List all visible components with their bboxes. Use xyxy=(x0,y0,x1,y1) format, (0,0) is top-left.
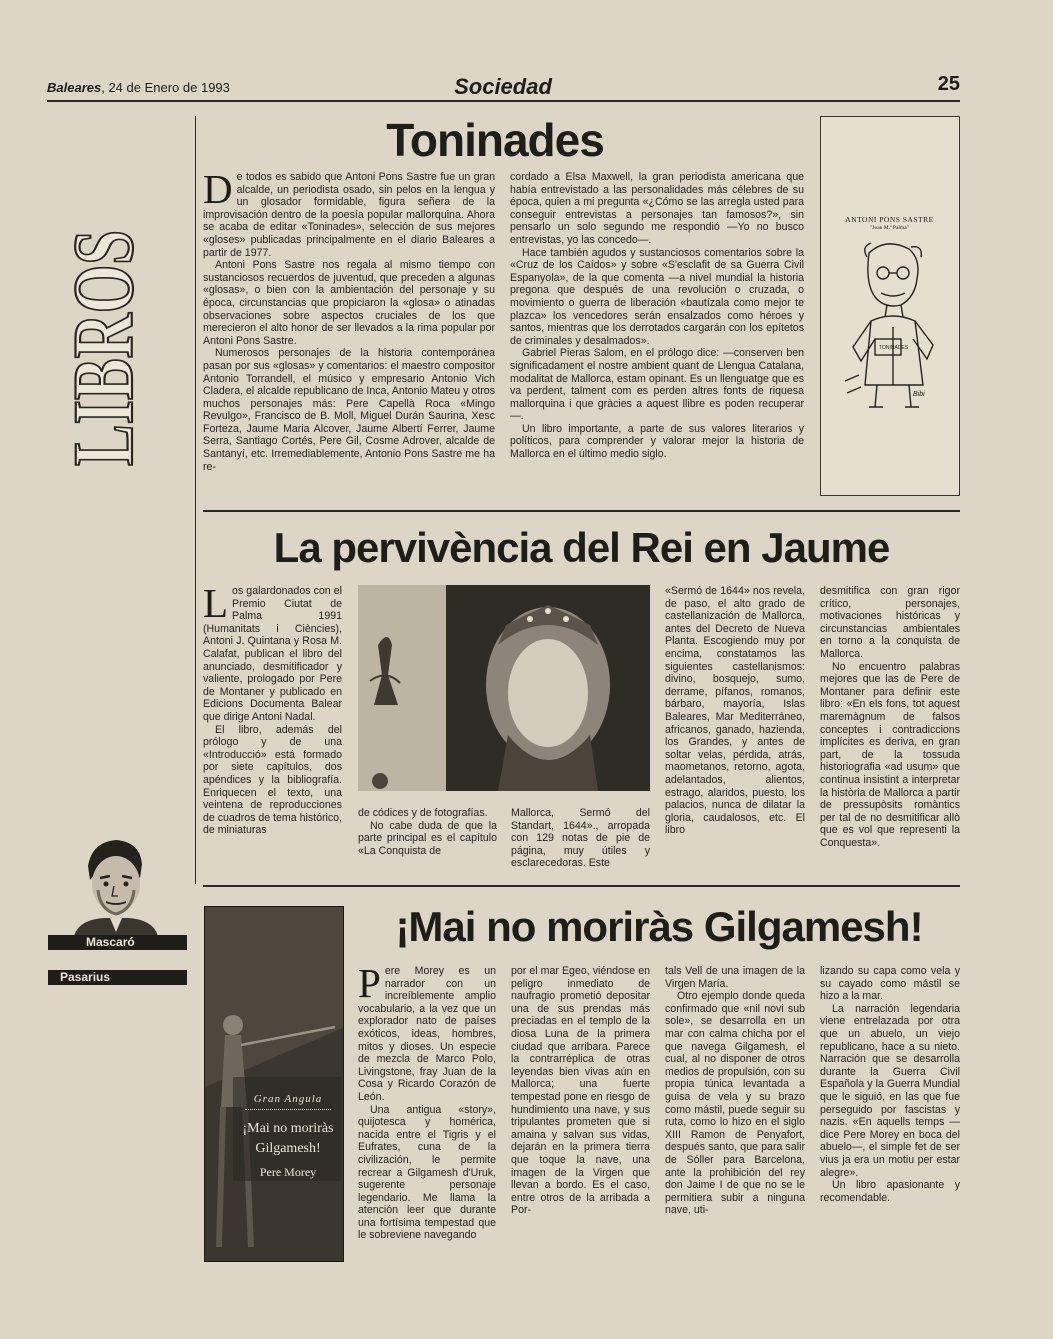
header-rule xyxy=(47,100,960,102)
section-side-label xyxy=(48,226,144,470)
author-name-bar xyxy=(48,935,187,950)
gilgamesh-paragraph: Un libro apasionante y recomendable. xyxy=(820,1179,960,1204)
cover-title: ANTONI PONS SASTRE xyxy=(845,215,934,224)
page-number: 25 xyxy=(937,73,960,95)
toninades-paragraph: Hace también agudos y sustanciosos comentarios sobre la «Cruz de los Caídos» y sobre «S'esclafit de sa Guerra Civil Espanyola», de la que comenta —a nivel mundial la historia pregona que después de una revolución o cruzada, o movimiento o guerra de liberación «bautízala como mejor te plazca» los vencedores serán ensalzados como héroes y santos, mientras que los derrotados cargarán con los epítetos de criminales y desalmados». xyxy=(510,246,804,347)
photo-credit: Pasarius xyxy=(60,970,111,984)
cover-series: Gran Angula xyxy=(253,1093,323,1105)
cover-title-line-2: Gilgamesh! xyxy=(255,1141,321,1156)
cover-subtitle: "Joan M.ª Palma" xyxy=(870,225,909,231)
dateline xyxy=(47,80,230,95)
gilgamesh-paragraph: por el mar Egeo, viéndose en peligro inmediato de naufragio prometió depositar una de sus prendas más preciadas en el templo de la diosa Luna de la primera ciudad que arribara. Parece la contrarréplica de otras leyendas bien vivas aún en Mallorca; una fuerte tempestad pone en riesgo de hundimiento una nave, y sus tripulantes prometen que si amaina y salvan sus vidas, dejarán en la primera tierra que toque la nave, una imagen de la Virgen que llevan a bordo. Es el caso, entre otros de la arribada a Por- xyxy=(511,965,650,1217)
gilgamesh-paragraph: tals Vell de una imagen de la Virgen María. xyxy=(665,965,805,990)
photo-credit-bar xyxy=(48,970,187,985)
gilgamesh-headline: ¡Mai no moriràs Gilgamesh! xyxy=(395,903,923,950)
toninades-paragraph: Antoni Pons Sastre nos regala al mismo tiempo con sustanciosos recuerdos de juventud, que preceden a algunas «glosas», o bien con la ambientación del personaje y su época, circunstancias que propiciaron la «glosa» o atinadas observaciones sobre aspectos cruciales de los que merecieron el alto honor de ser llevados a la rima popular por Antoni Pons Sastre. xyxy=(203,259,495,347)
gilgamesh-column-1 xyxy=(358,965,496,1265)
gilgamesh-paragraph: ere Morey es un narrador con un increíblemente amplio vocabulario, a la vez que un explorador nato de países exóticos, ideas, hombres, mitos y dioses. Un especie de mezcla de Marco Polo, Livingstone, fray Juan de la Cosa y Ricardo Corazón de León. xyxy=(358,965,496,1103)
gilgamesh-book-cover xyxy=(204,906,344,1262)
left-column-rule xyxy=(195,116,196,884)
author-name: Mascaró xyxy=(86,935,135,949)
toninades-column-1 xyxy=(203,171,495,501)
pervivencia-paragraph: desmitifica con gran rigor crítico, personajes, motivaciones históricas y circunstancias ambientales en torno a la conquista de Mallorca. xyxy=(820,585,960,660)
svg-text:TONINADES: TONINADES xyxy=(879,345,909,351)
toninades-paragraph: Numerosos personajes de la historia contemporánea pasan por sus «glosas» y comentarios: el maestro compositor Antonio Torrandell, el músico y empresario Antonio Vich Cladera, el alcalde republicano de Inca, Antonio Mateu y otros muchos personajes más: Pere Capellà Roca «Mingo Revulgo», Francisco de B. Moll, Miguel Durán Saurina, Xesc Forteza, Jaume Maria Alcover, Jaume Albertí Ferrer, Jaume Serra, Santiago Cortés, Pere Gil, Cosme Adrover, alcalde de Santanyí, etc. Irremediablemente, Antonio Pons Sastre me ha re- xyxy=(203,347,495,473)
section-title: Sociedad xyxy=(454,74,552,99)
cover-author: Pere Morey xyxy=(259,1165,317,1179)
pervivencia-column-1 xyxy=(203,585,342,883)
pervivencia-paragraph: de códices y de fotografías. xyxy=(358,807,488,819)
gilgamesh-column-3 xyxy=(665,965,805,1265)
pervivencia-paragraph: No encuentro palabras mejores que las de Pere de Montaner para definir este libro: «En els fons, tot aquest maremàgnum de falsos conceptes i contradiccions implícites es deriva, en gran part, de la tossuda historiografia «ad usum» que continua insistint a interpretar la història de Mallorca a partir de pressupòsits romàntics per tal de no desmitificar allò que es vol que representi la Conquesta». xyxy=(820,660,960,849)
pervivencia-paragraph: Mallorca, Sermó del Standart, 1644»., arropada con 129 notas de pie de página, muy útiles y esclarecedoras. Este xyxy=(511,807,650,870)
divider-2 xyxy=(203,885,960,887)
pervivencia-headline: La pervivència del Rei en Jaume xyxy=(273,524,890,571)
gilgamesh-paragraph: Una antigua «story», quijotesca y homérica, nacida entre el Tigris y el Eufrates, cuna de la civilización, le permite recrear a Gilgamesh d'Uruk, sugerente personaje legendario. Me llama la atención leer que durante una fortísima tempestad que le sobreviene navegando xyxy=(358,1103,496,1242)
author-portrait xyxy=(70,836,160,936)
gilgamesh-column-4 xyxy=(820,965,960,1265)
gilgamesh-paragraph: Otro ejemplo donde queda confirmado que «nil novi sub sole», se desarrolla en un mar con calma chicha por el que navega Gilgamesh, el cual, al no disponer de otros medios de propulsión, con su propia túnica levantada a guisa de vela y su brazo como mástil, puede seguir su ruta, como lo hizo en el siglo XIII Ramon de Penyafort, después santo, que para salir de Sóller para Barcelona, ante la prohibición del rey don Jaime I de que no se le permitiera subir a ninguna nave, uti- xyxy=(665,990,805,1217)
gilgamesh-paragraph: lizando su capa como vela y su cayado como mástil se hizo a la mar. xyxy=(820,965,960,1003)
photo-image xyxy=(358,585,650,791)
toninades-headline: Toninades xyxy=(386,114,604,166)
dateline-date: , 24 de Enero de 1993 xyxy=(101,80,230,95)
pervivencia-column-4 xyxy=(665,585,805,883)
toninades-book-cover xyxy=(820,116,960,496)
pervivencia-column-3 xyxy=(511,807,650,883)
dropcap-p: P xyxy=(358,965,381,1006)
gilgamesh-paragraph: La narración legendaria viene entrelazada por otra que un abuelo, un viejo republicano, hace a su nieto. Narración que se desarrolla durante la Guerra Civil Española y la Guerra Mundial que le siguió, en las que fue perseguido por fascistas y nazis. «En aquells temps —dice Pere Morey en boca del abuelo—, el simple fet de ser vius ja era un motiu per estar alegre». xyxy=(820,1002,960,1179)
pervivencia-paragraph: os galardonados con el Premio Ciutat de Palma 1991 (Humanitats i Ciències), Antoni J. Quintana y Rosa M. Calafat, publican el libro del anunciado, desmitificador y valiente, prologado por Pere de Montaner y publicado en Edicions Documenta Balear que dirige Antoni Nadal. xyxy=(203,585,342,723)
toninades-paragraph: Un libro importante, a parte de sus valores literarios y políticos, para comprender y valorar mejor la historia de Mallorca en el último medio siglo. xyxy=(510,422,804,461)
cover-title-line-1: ¡Mai no moriràs xyxy=(242,1121,334,1136)
rei-jaume-photo xyxy=(358,585,650,791)
pervivencia-column-2 xyxy=(358,807,497,883)
portrait-image xyxy=(70,836,160,936)
caricature-illustration xyxy=(831,235,951,415)
pervivencia-paragraph: No cabe duda de que la parte principal es el capítulo «La Conquista de xyxy=(358,819,497,857)
toninades-paragraph: e todos es sabido que Antoni Pons Sastre fue un gran alcalde, un periodista osado, sin pelos en la lengua y un glosador formidable, figura señera de la improvisación dentro de la poesía popular mallorquina. Ahora se acaba de editar «Toninades», selección de sus mejores «gloses» publicadas principalmente en el diario Baleares a partir de 1977. xyxy=(203,171,495,259)
libros-text: LIBROS xyxy=(55,226,144,466)
pervivencia-column-5 xyxy=(820,585,960,883)
cover-dots xyxy=(245,1109,331,1110)
pervivencia-paragraph: El libro, además del prólogo y de una «Introducció» está formado por siete capítulos, dos apéndices y la bibliografía. Enriquecen el texto, una veintena de reproducciones de cuadros de tema histórico, de miniaturas xyxy=(203,723,342,837)
libros-lettering xyxy=(48,226,144,470)
toninades-paragraph: Gabriel Pieras Salom, en el prólogo dice: —conserven ben significadament el nostre ambient quant de Llengua Catalana, modalitat de Mallorca, estam opinant. Es un llenguatge que es va perdent, talment com es perden altres fonts de riquesa mallorquina i que gràcies a aquest llibre es poden recuperar—. xyxy=(510,347,804,423)
dropcap-l: L xyxy=(203,585,229,626)
dropcap-d: D xyxy=(203,171,233,212)
dateline-paper: Baleares xyxy=(47,80,102,95)
gilgamesh-column-2 xyxy=(511,965,650,1265)
caricature-signature: Bibi xyxy=(913,391,925,398)
toninades-column-2 xyxy=(510,171,804,501)
cover-artwork xyxy=(205,907,344,1262)
divider-1 xyxy=(203,510,960,512)
toninades-paragraph: cordado a Elsa Maxwell, la gran periodista americana que había entrevistado a las personalidades más célebres de su época, quien a mi pregunta «¿Cómo se las arregla usted para conseguir entrevistas a personajes tan famosos?», sin pensarlo un solo segundo me respondió —Yo no busco entrevistas, yo las concedo—. xyxy=(510,171,804,246)
pervivencia-paragraph: «Sermó de 1644» nos revela, de paso, el alto grado de castellanización de Mallorca, antes del Decreto de Nueva Planta. Escogiendo muy por encima, constatamos las siguientes castellanismos: divino, bosquejo, sumo, derrame, pífanos, romanos, bárbaro, mayoría, Islas Baleares, Mar Mediterráneo, africanos, ganado, hazienda, los Grandes, y antes de soltar velas, pérdida, atrás, maometanos, retorno, agota, adelantados, alientos, estrago, alaridos, puesto, los palacios, nunca de dilatar la gloria, caudalosos, etc. El libro xyxy=(665,585,805,837)
